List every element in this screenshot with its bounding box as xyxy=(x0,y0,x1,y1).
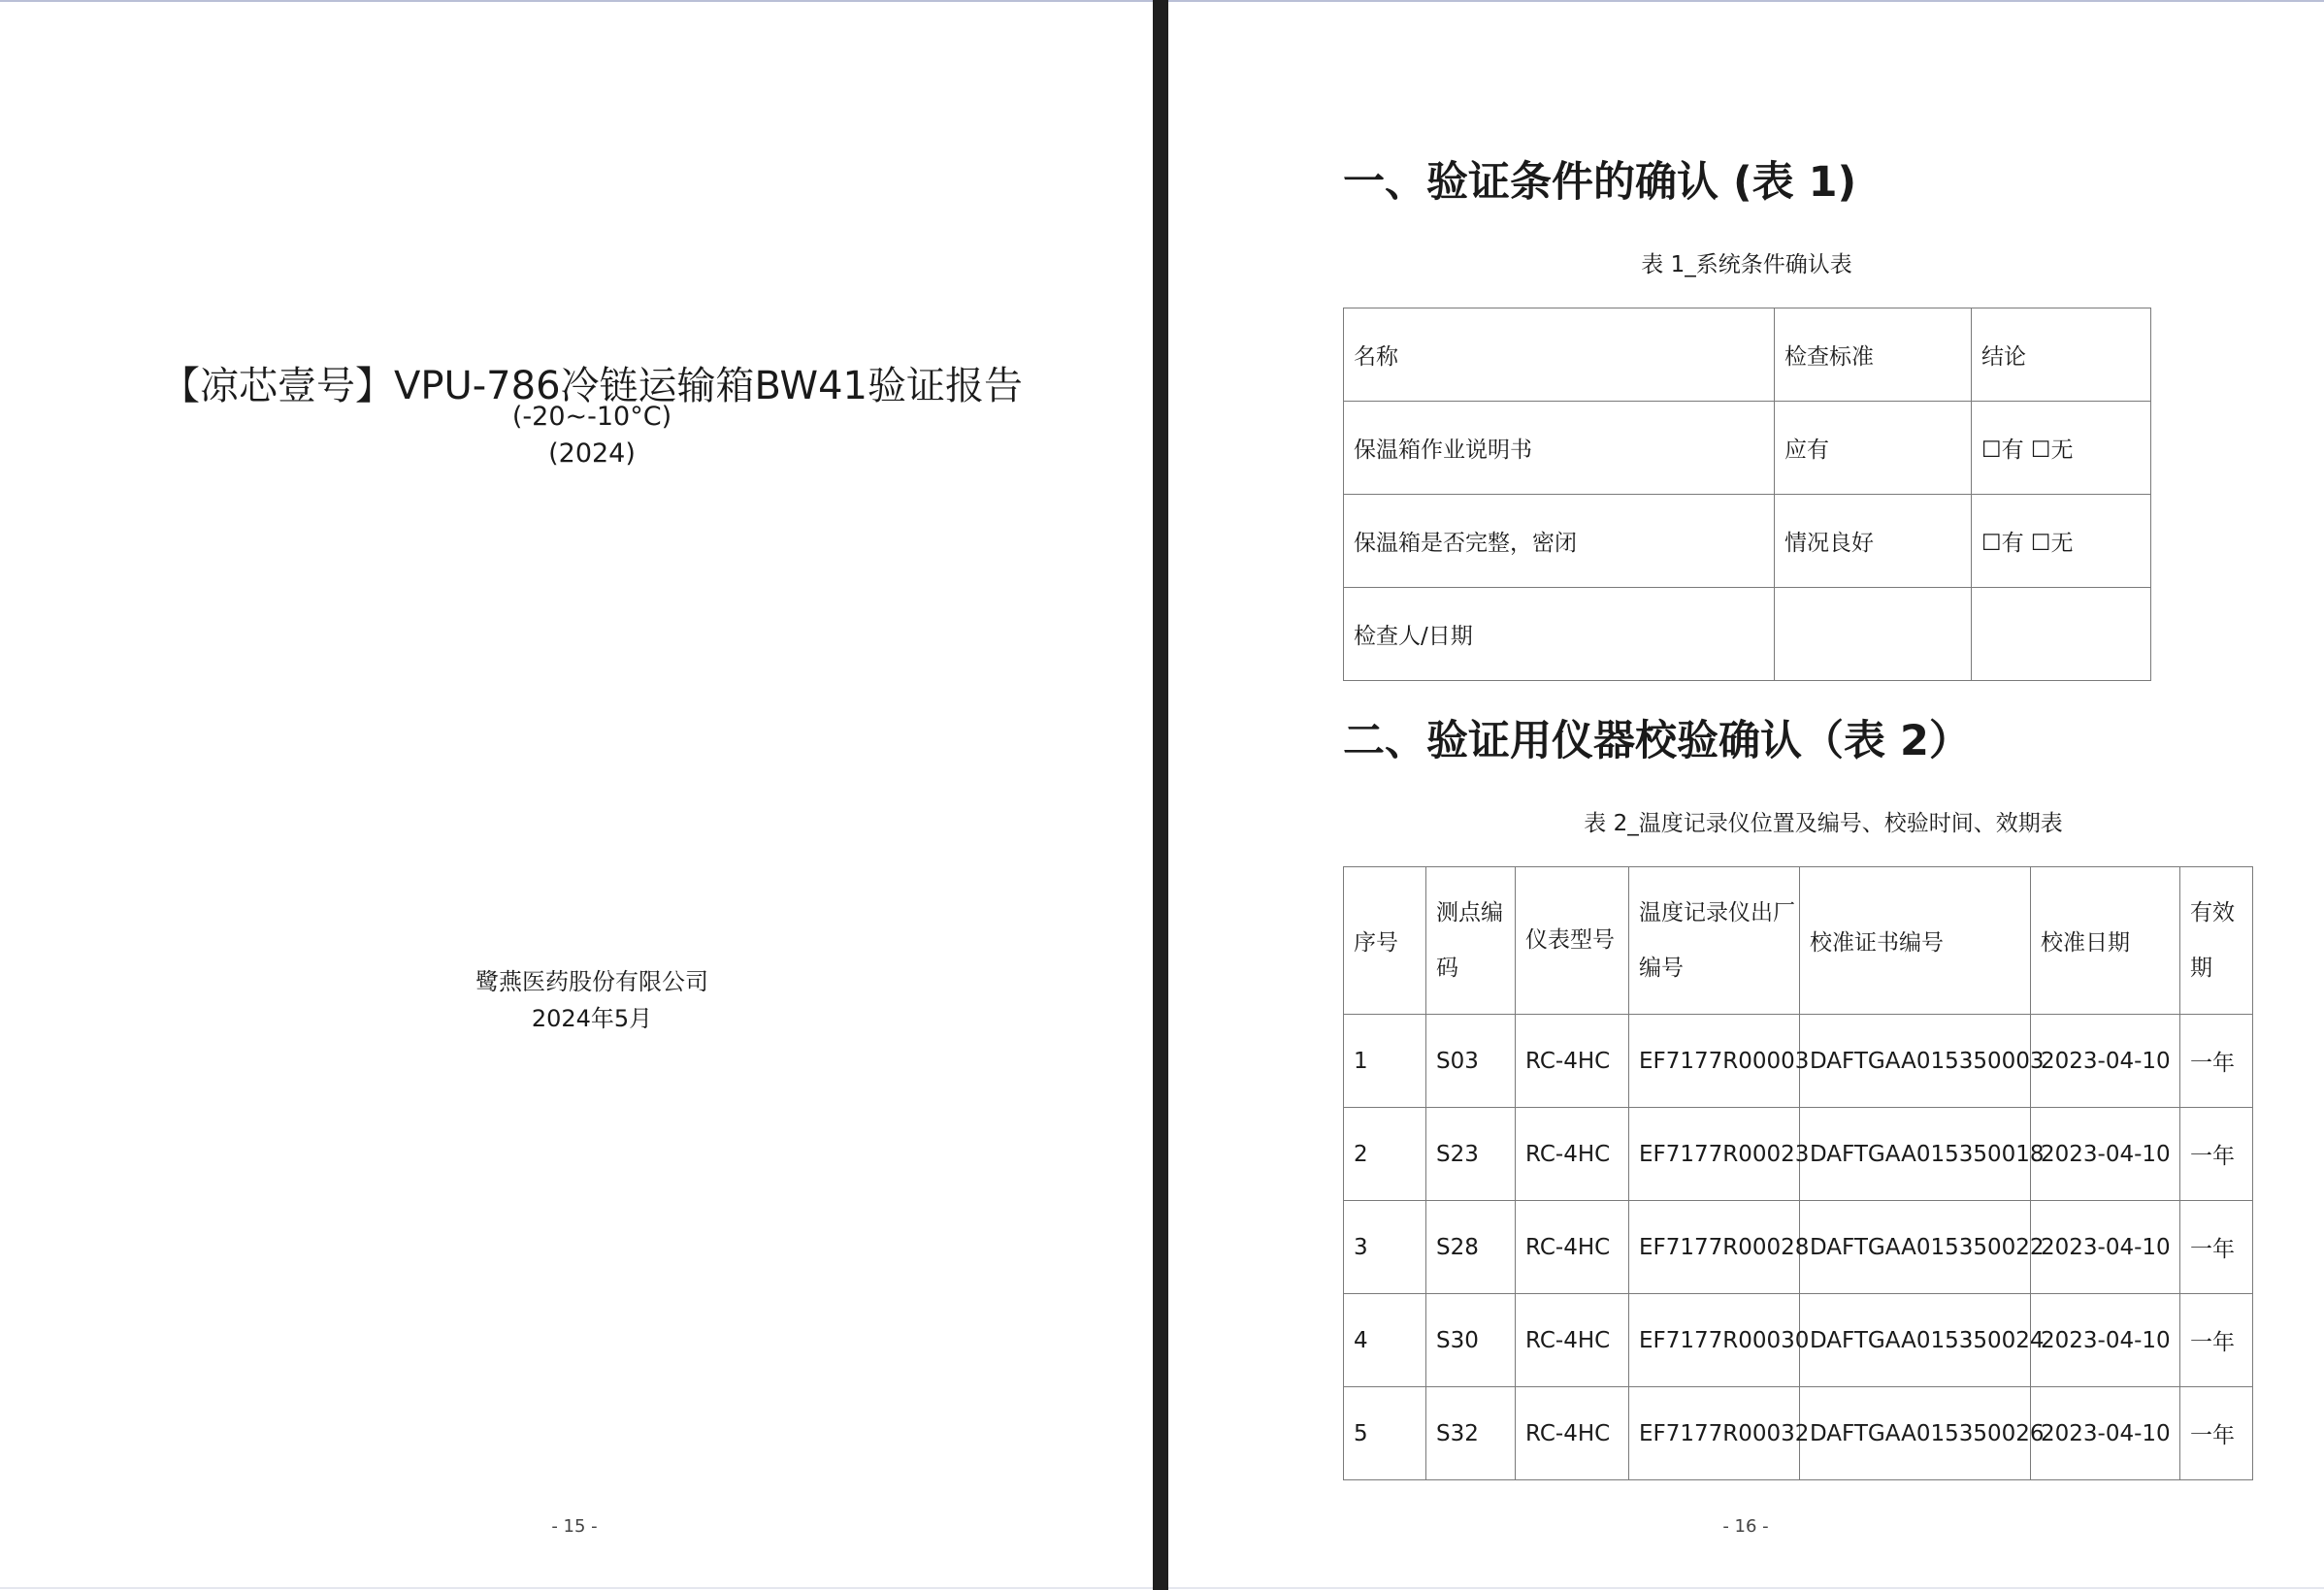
page-number-15: - 15 - xyxy=(551,1516,598,1537)
table-cell: EF7177R00003 xyxy=(1629,1015,1800,1108)
table-cell: EF7177R00023 xyxy=(1629,1108,1800,1201)
table-cell xyxy=(1972,588,2151,681)
table-cell: S23 xyxy=(1426,1108,1516,1201)
header-cell: 校准证书编号 xyxy=(1800,867,2031,1015)
table-cell: S28 xyxy=(1426,1201,1516,1294)
header-cell: 检查标准 xyxy=(1775,308,1972,402)
table-cell: 一年 xyxy=(2180,1201,2253,1294)
table-cell: 3 xyxy=(1344,1201,1426,1294)
report-date: 2024年5月 xyxy=(531,1005,653,1032)
table-cell: S30 xyxy=(1426,1294,1516,1387)
section1-heading: 一、验证条件的确认 (表 1) xyxy=(1343,158,1857,207)
header-cell: 仪表型号 xyxy=(1516,867,1629,1015)
checkbox-cell[interactable]: ☐有 ☐无 xyxy=(1972,402,2151,495)
table-row xyxy=(1344,1294,2253,1387)
header-cell: 测点编码 xyxy=(1426,867,1516,1015)
section2-heading: 二、验证用仪器校验确认（表 2） xyxy=(1343,717,1971,765)
table-header-row xyxy=(1344,308,2151,402)
header-cell: 校准日期 xyxy=(2031,867,2180,1015)
checkbox-cell[interactable]: ☐有 ☐无 xyxy=(1972,495,2151,588)
system-conditions-table xyxy=(1343,308,2151,681)
header-cell: 温度记录仪出厂编号 xyxy=(1629,867,1800,1015)
table-cell: RC-4HC xyxy=(1516,1108,1629,1201)
table-row xyxy=(1344,1015,2253,1108)
header-cell: 结论 xyxy=(1972,308,2151,402)
table-cell: 5 xyxy=(1344,1387,1426,1480)
table-cell: 一年 xyxy=(2180,1387,2253,1480)
table-cell: S32 xyxy=(1426,1387,1516,1480)
table-header-row xyxy=(1344,867,2253,1015)
table-cell: 2 xyxy=(1344,1108,1426,1201)
table-cell: DAFTGAA015350022 xyxy=(1800,1201,2031,1294)
table-cell: EF7177R00030 xyxy=(1629,1294,1800,1387)
table2-caption: 表 2_温度记录仪位置及编号、校验时间、效期表 xyxy=(1584,811,2063,836)
header-cell: 序号 xyxy=(1344,867,1426,1015)
table-row xyxy=(1344,402,2151,495)
table-cell: 4 xyxy=(1344,1294,1426,1387)
table-cell xyxy=(1775,588,1972,681)
temperature-range: (-20~-10°C) xyxy=(511,402,672,432)
table-cell: EF7177R00028 xyxy=(1629,1201,1800,1294)
table-cell: 1 xyxy=(1344,1015,1426,1108)
header-cell: 名称 xyxy=(1344,308,1775,402)
table-cell: RC-4HC xyxy=(1516,1294,1629,1387)
table-row xyxy=(1344,1108,2253,1201)
table-cell: 2023-04-10 xyxy=(2031,1387,2180,1480)
table-cell: 2023-04-10 xyxy=(2031,1108,2180,1201)
table-cell: 保温箱是否完整，密闭 xyxy=(1344,495,1775,588)
table-cell: 一年 xyxy=(2180,1108,2253,1201)
table-cell: DAFTGAA015350003 xyxy=(1800,1015,2031,1108)
report-title: 【凉芯壹号】VPU-786冷链运输箱BW41验证报告 xyxy=(160,364,1023,408)
table-cell: RC-4HC xyxy=(1516,1387,1629,1480)
header-cell: 有效期 xyxy=(2180,867,2253,1015)
table-cell: 2023-04-10 xyxy=(2031,1015,2180,1108)
table-cell: DAFTGAA015350024 xyxy=(1800,1294,2031,1387)
table-cell: S03 xyxy=(1426,1015,1516,1108)
table-cell: 一年 xyxy=(2180,1015,2253,1108)
table-cell: DAFTGAA015350018 xyxy=(1800,1108,2031,1201)
table-cell: 保温箱作业说明书 xyxy=(1344,402,1775,495)
table-cell: 检查人/日期 xyxy=(1344,588,1775,681)
report-year: (2024) xyxy=(548,438,636,469)
table-cell: RC-4HC xyxy=(1516,1201,1629,1294)
table-cell: 应有 xyxy=(1775,402,1972,495)
table-row xyxy=(1344,1387,2253,1480)
table-row xyxy=(1344,495,2151,588)
page-number-16: - 16 - xyxy=(1722,1516,1769,1537)
instrument-calibration-table xyxy=(1343,866,2253,1480)
table-cell: DAFTGAA015350026 xyxy=(1800,1387,2031,1480)
page-divider xyxy=(1153,0,1168,1590)
table1-caption: 表 1_系统条件确认表 xyxy=(1641,252,1852,277)
company-name: 鹭燕医药股份有限公司 xyxy=(475,968,708,995)
table-cell: EF7177R00032 xyxy=(1629,1387,1800,1480)
table-row xyxy=(1344,1201,2253,1294)
table-cell: RC-4HC xyxy=(1516,1015,1629,1108)
table-cell: 情况良好 xyxy=(1775,495,1972,588)
table-cell: 2023-04-10 xyxy=(2031,1201,2180,1294)
table-cell: 一年 xyxy=(2180,1294,2253,1387)
table-row xyxy=(1344,588,2151,681)
page-15 xyxy=(0,0,1153,1590)
table-cell: 2023-04-10 xyxy=(2031,1294,2180,1387)
